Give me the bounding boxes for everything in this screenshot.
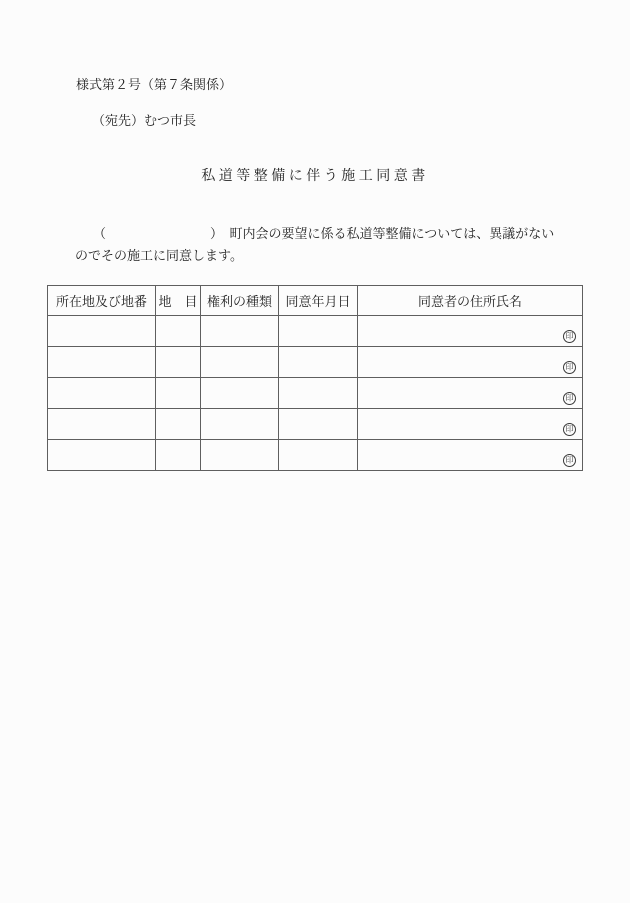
table-row xyxy=(48,440,583,471)
col-header-signer: 同意者の住所氏名 xyxy=(358,286,583,316)
cell-signer xyxy=(358,378,583,409)
cell-right-type xyxy=(201,409,279,440)
cell-location xyxy=(48,378,156,409)
cell-signer xyxy=(358,440,583,471)
cell-consent-date xyxy=(279,409,358,440)
consent-table xyxy=(47,285,583,471)
cell-right-type xyxy=(201,440,279,471)
header-row xyxy=(48,286,583,316)
cell-location xyxy=(48,347,156,378)
cell-signer xyxy=(358,316,583,347)
form-number: 様式第２号（第７条関係） xyxy=(76,77,233,92)
seal-icon: 印 xyxy=(563,361,576,374)
cell-consent-date xyxy=(279,316,358,347)
cell-right-type xyxy=(201,316,279,347)
seal-icon: 印 xyxy=(563,423,576,436)
cell-consent-date xyxy=(279,440,358,471)
cell-land-category xyxy=(156,378,201,409)
cell-consent-date xyxy=(279,378,358,409)
seal-icon: 印 xyxy=(563,454,576,467)
consent-statement-line2: のでその施工に同意します。 xyxy=(75,248,243,263)
cell-location xyxy=(48,409,156,440)
addressee-line: （宛先）むつ市長 xyxy=(92,113,197,128)
cell-signer xyxy=(358,409,583,440)
cell-land-category xyxy=(156,409,201,440)
document-title: 私道等整備に伴う施工同意書 xyxy=(201,169,429,184)
table-row xyxy=(48,347,583,378)
consent-table-body xyxy=(48,316,583,471)
col-header-land-category: 地 目 xyxy=(156,286,201,316)
seal-icon: 印 xyxy=(563,392,576,405)
cell-location xyxy=(48,316,156,347)
table-row xyxy=(48,409,583,440)
cell-signer xyxy=(358,347,583,378)
cell-location xyxy=(48,440,156,471)
cell-land-category xyxy=(156,316,201,347)
col-header-location: 所在地及び地番 xyxy=(48,286,156,316)
cell-land-category xyxy=(156,440,201,471)
table-row xyxy=(48,316,583,347)
cell-land-category xyxy=(156,347,201,378)
seal-icon: 印 xyxy=(563,330,576,343)
cell-right-type xyxy=(201,347,279,378)
cell-right-type xyxy=(201,378,279,409)
col-header-consent-date: 同意年月日 xyxy=(279,286,358,316)
consent-table-header xyxy=(48,286,583,316)
consent-statement-line1: （ ） 町内会の要望に係る私道等整備については、異議がない xyxy=(93,226,555,241)
col-header-right-type: 権利の種類 xyxy=(201,286,279,316)
cell-consent-date xyxy=(279,347,358,378)
table-row xyxy=(48,378,583,409)
